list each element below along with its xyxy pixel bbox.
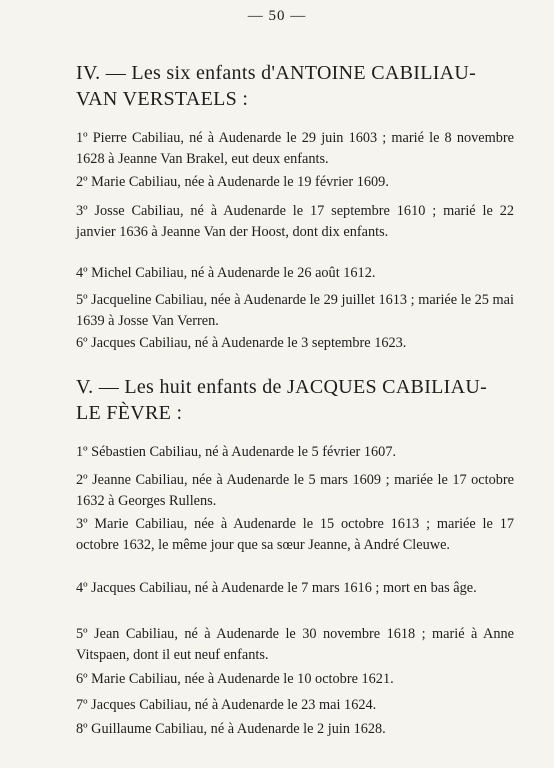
section-v-entry-6: 6º Marie Cabiliau, née à Audenarde le 10 octobre 1621.: [76, 671, 394, 687]
section-v-entry-7: 7º Jacques Cabiliau, né à Audenarde le 23 mai 1624.: [76, 697, 377, 713]
section-iv-entry-4: 4º Michel Cabiliau, né à Audenarde le 26 août 1612.: [76, 265, 376, 281]
section-iv-entry-1: 1º Pierre Cabiliau, né à Audenarde le 29 juin 1603 ; marié le 8 novembre 1628 à Jeanne Van Brakel, eut deux enfants.: [76, 130, 514, 167]
section-iv-entry-5: 5º Jacqueline Cabiliau, née à Audenarde le 29 juillet 1613 ; mariée le 25 mai 1639 à Josse Van Verren.: [76, 292, 514, 329]
section-v-entry-4: 4º Jacques Cabiliau, né à Audenarde le 7 mars 1616 ; mort en bas âge.: [76, 580, 477, 596]
section-v-entry-3: 3º Marie Cabiliau, née à Audenarde le 15 octobre 1613 ; mariée le 17 octobre 1632, le même jour que sa sœur Jeanne, à André Cleuwe.: [76, 516, 514, 553]
section-iv-entry-2: 2º Marie Cabiliau, née à Audenarde le 19 février 1609.: [76, 174, 389, 190]
section-v-entry-1: 1º Sébastien Cabiliau, né à Audenarde le 5 février 1607.: [76, 444, 397, 460]
section-iv-entry-6: 6º Jacques Cabiliau, né à Audenarde le 3 septembre 1623.: [76, 335, 407, 351]
section-iv-entry-3: 3º Josse Cabiliau, né à Audenarde le 17 septembre 1610 ; marié le 22 janvier 1636 à Jeanne Van der Hoost, dont dix enfants.: [76, 203, 514, 240]
section-v-entry-2: 2º Jeanne Cabiliau, née à Audenarde le 5 mars 1609 ; mariée le 17 octobre 1632 à Georges Rullens.: [76, 472, 514, 509]
section-iv-title-line2: VAN VERSTAELS :: [76, 88, 249, 110]
section-v-title-line1: V. — Les huit enfants de JACQUES CABILIAU-: [76, 376, 488, 398]
section-iv-title: [76, 60, 516, 112]
section-v-entry-8: 8º Guillaume Cabiliau, né à Audenarde le 2 juin 1628.: [76, 721, 386, 737]
section-v-title-line2: LE FÈVRE :: [76, 402, 183, 424]
section-iv-title-line1: IV. — Les six enfants d'ANTOINE CABILIAU-: [76, 62, 477, 84]
page-number: — 50 —: [247, 8, 307, 24]
section-v-title: [76, 374, 516, 426]
section-v-entry-5: 5º Jean Cabiliau, né à Audenarde le 30 novembre 1618 ; marié à Anne Vitspaen, dont il eut neuf enfants.: [76, 626, 514, 663]
